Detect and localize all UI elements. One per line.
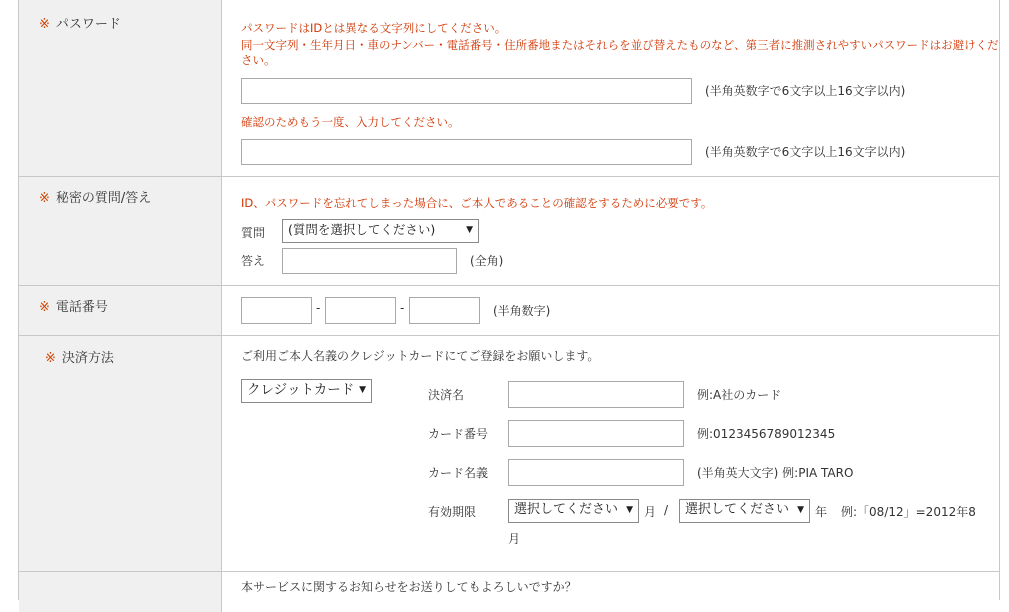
required-mark: ※ (39, 300, 50, 315)
card-holder-label: カード名義 (428, 466, 489, 480)
payment-row (19, 336, 999, 572)
phone-label: 電話番号 (55, 300, 108, 315)
password-confirm-input[interactable] (241, 139, 692, 165)
dropdown-arrow-icon: ▼ (797, 505, 804, 515)
password-confirm-hint: (半角英数字で6文字以上16文字以内) (705, 145, 906, 159)
expiry-slash: / (664, 503, 669, 517)
secret-label: 秘密の質問/答え (55, 191, 152, 206)
expiry-example: 例:「08/12」=2012年8 (841, 505, 976, 519)
registration-form-table (18, 0, 1000, 600)
payment-method-select[interactable] (241, 379, 372, 403)
notification-row (19, 572, 999, 612)
password-label-cell (19, 0, 222, 176)
phone-separator-1: - (316, 301, 321, 315)
expiry-label: 有効期限 (428, 505, 477, 519)
question-select[interactable] (282, 219, 479, 243)
phone-hint: (半角数字) (493, 304, 551, 318)
expiry-year-select[interactable] (679, 499, 810, 523)
expiry-month-value: 選択してください (514, 502, 619, 517)
phone-input-1[interactable] (241, 297, 312, 324)
secret-label-cell (19, 177, 222, 285)
required-mark: ※ (39, 191, 50, 206)
payment-label: 決済方法 (61, 351, 114, 366)
phone-row (19, 286, 999, 336)
password-row (19, 0, 999, 177)
phone-input-2[interactable] (325, 297, 396, 324)
dropdown-arrow-icon: ▼ (466, 225, 473, 235)
expiry-year-value: 選択してください (685, 502, 790, 517)
card-holder-input[interactable] (508, 459, 684, 486)
expiry-month-unit: 月 (644, 505, 657, 519)
password-confirm-note: 確認のためもう一度、入力してください。 (241, 115, 460, 129)
expiry-example-continued: 月 (508, 532, 521, 546)
answer-label: 答え (241, 254, 266, 268)
phone-label-cell (19, 286, 222, 335)
card-holder-example: (半角英大文字) 例:PIA TARO (697, 466, 854, 480)
payment-intro: ご利用ご本人名義のクレジットカードにてご登録をお願いします。 (241, 349, 600, 363)
expiry-month-select[interactable] (508, 499, 639, 523)
answer-hint: (全角) (470, 254, 504, 268)
password-label: パスワード (55, 17, 121, 32)
card-number-input[interactable] (508, 420, 684, 447)
answer-input[interactable] (282, 248, 457, 274)
question-select-value: (質問を選択してください) (288, 222, 436, 237)
password-warning-3: さい。 (241, 53, 276, 67)
card-number-label: カード番号 (428, 427, 489, 441)
card-number-example: 例:0123456789012345 (697, 427, 836, 441)
password-warning-1: パスワードはIDとは異なる文字列にしてください。 (241, 21, 507, 35)
payment-name-label: 決済名 (428, 388, 465, 402)
dropdown-arrow-icon: ▼ (626, 505, 633, 515)
payment-method-value: クレジットカード (247, 382, 355, 398)
secret-note: ID、パスワードを忘れてしまった場合に、ご本人であることの確認をするために必要です。 (241, 196, 713, 210)
password-hint: (半角英数字で6文字以上16文字以内) (705, 84, 906, 98)
notification-question: 本サービスに関するお知らせをお送りしてもよろしいですか？ (241, 580, 577, 594)
expiry-year-unit: 年 (815, 505, 828, 519)
password-input[interactable] (241, 78, 692, 104)
phone-input-3[interactable] (409, 297, 480, 324)
required-mark: ※ (39, 17, 50, 32)
password-warning-2: 同一文字列・生年月日・車のナンバー・電話番号・住所番地またはそれらを並び替えたものなど、第三者に推測されやすいパスワードはお避けくだ (241, 38, 999, 52)
dropdown-arrow-icon: ▼ (359, 385, 366, 395)
payment-label-cell (19, 336, 222, 571)
phone-separator-2: - (400, 301, 405, 315)
payment-name-example: 例:A社のカード (697, 388, 782, 402)
question-label: 質問 (241, 226, 266, 240)
payment-name-input[interactable] (508, 381, 684, 408)
required-mark: ※ (45, 351, 56, 366)
secret-question-row (19, 177, 999, 286)
notification-label-cell (19, 572, 222, 612)
